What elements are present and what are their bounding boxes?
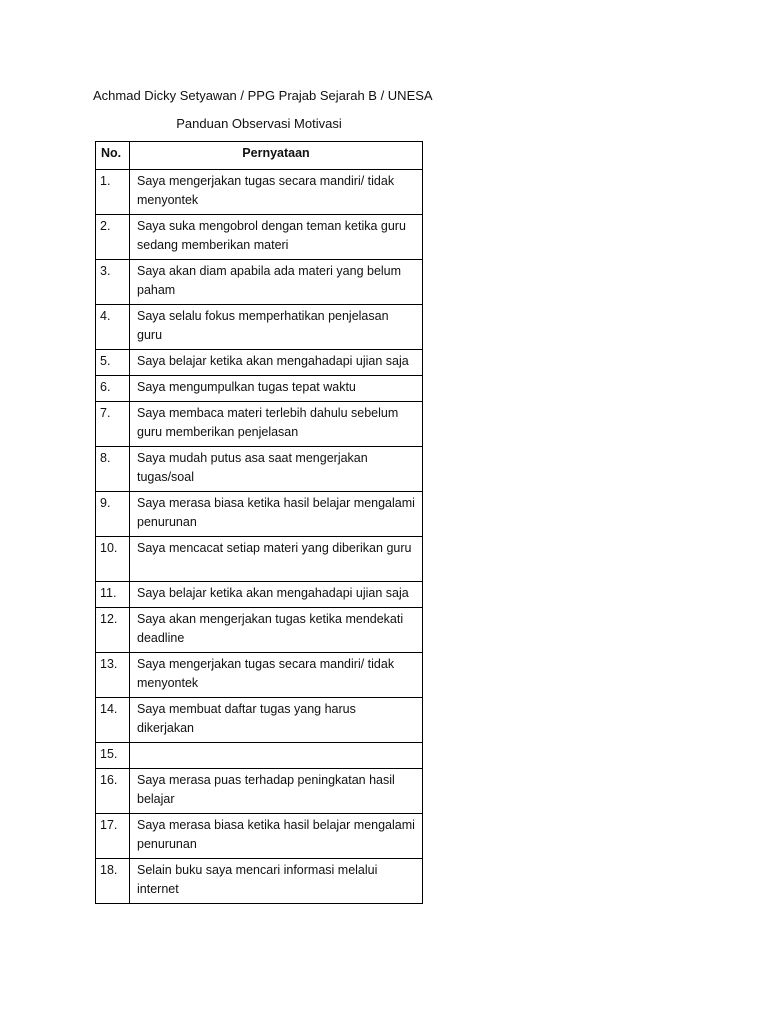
row-number: 15. (96, 743, 130, 769)
table-row (96, 582, 423, 608)
row-statement: Saya merasa puas terhadap peningkatan hasil belajar (130, 769, 423, 814)
table-header-row (96, 142, 423, 170)
table-row (96, 215, 423, 260)
table-row (96, 537, 423, 582)
column-header-no: No. (96, 142, 130, 170)
table-row (96, 859, 423, 904)
table-row (96, 814, 423, 859)
row-number: 10. (96, 537, 130, 582)
row-number: 8. (96, 447, 130, 492)
row-statement: Saya mudah putus asa saat mengerjakan tugas/soal (130, 447, 423, 492)
row-number: 9. (96, 492, 130, 537)
row-statement: Saya akan mengerjakan tugas ketika mendekati deadline (130, 608, 423, 653)
row-statement: Saya merasa biasa ketika hasil belajar mengalami penurunan (130, 492, 423, 537)
row-statement: Saya membuat daftar tugas yang harus dikerjakan (130, 698, 423, 743)
row-statement: Saya selalu fokus memperhatikan penjelasan guru (130, 305, 423, 350)
row-number: 14. (96, 698, 130, 743)
table-row (96, 769, 423, 814)
table-row (96, 608, 423, 653)
row-number: 12. (96, 608, 130, 653)
table-row (96, 743, 423, 769)
row-number: 1. (96, 170, 130, 215)
table-row (96, 376, 423, 402)
row-statement (130, 743, 423, 769)
row-number: 18. (96, 859, 130, 904)
row-statement: Selain buku saya mencari informasi melalui internet (130, 859, 423, 904)
row-statement: Saya mengerjakan tugas secara mandiri/ tidak menyontek (130, 653, 423, 698)
row-number: 16. (96, 769, 130, 814)
row-statement: Saya membaca materi terlebih dahulu sebelum guru memberikan penjelasan (130, 402, 423, 447)
row-statement: Saya belajar ketika akan mengahadapi ujian saja (130, 582, 423, 608)
author-line: Achmad Dicky Setyawan / PPG Prajab Sejarah B / UNESA (93, 88, 433, 103)
column-header-statement: Pernyataan (130, 142, 423, 170)
row-number: 17. (96, 814, 130, 859)
row-number: 6. (96, 376, 130, 402)
observation-table (95, 141, 423, 904)
row-statement: Saya suka mengobrol dengan teman ketika guru sedang memberikan materi (130, 215, 423, 260)
row-number: 11. (96, 582, 130, 608)
row-number: 2. (96, 215, 130, 260)
row-number: 5. (96, 350, 130, 376)
table-row (96, 170, 423, 215)
row-number: 13. (96, 653, 130, 698)
row-statement: Saya mengerjakan tugas secara mandiri/ tidak menyontek (130, 170, 423, 215)
table-row (96, 492, 423, 537)
row-statement: Saya akan diam apabila ada materi yang belum paham (130, 260, 423, 305)
row-statement: Saya belajar ketika akan mengahadapi ujian saja (130, 350, 423, 376)
table-row (96, 305, 423, 350)
table-row (96, 653, 423, 698)
document-title: Panduan Observasi Motivasi (176, 116, 342, 131)
row-number: 3. (96, 260, 130, 305)
row-statement: Saya mengumpulkan tugas tepat waktu (130, 376, 423, 402)
row-statement: Saya merasa biasa ketika hasil belajar mengalami penurunan (130, 814, 423, 859)
row-number: 7. (96, 402, 130, 447)
table-row (96, 402, 423, 447)
table-row (96, 260, 423, 305)
row-number: 4. (96, 305, 130, 350)
table-row (96, 698, 423, 743)
table-row (96, 447, 423, 492)
table-row (96, 350, 423, 376)
row-statement: Saya mencacat setiap materi yang diberikan guru (130, 537, 423, 582)
